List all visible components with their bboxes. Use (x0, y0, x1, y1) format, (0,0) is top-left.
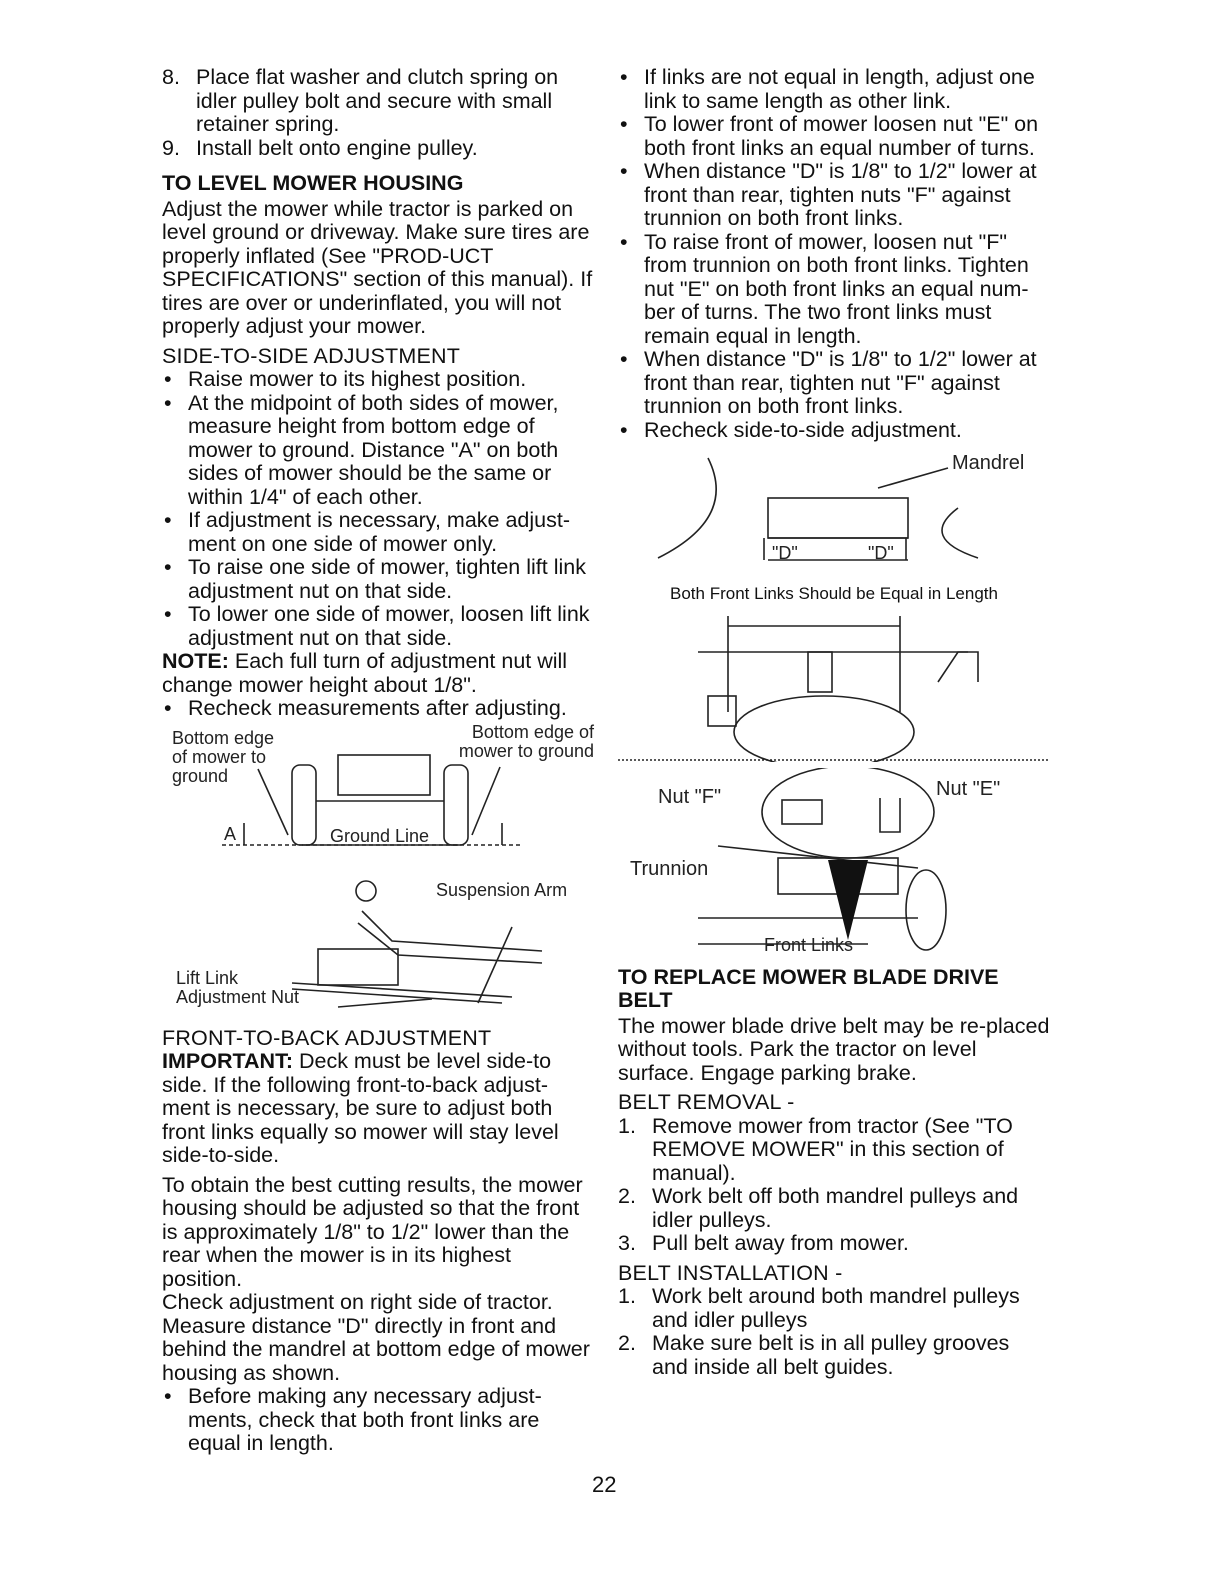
side-bullet: • To raise one side of mower, tighten lift link adjustment nut on that side. (164, 555, 586, 603)
label-d-front: "D" (772, 543, 798, 563)
right-bullet: • When distance "D" is 1/8" to 1/2" lower at front than rear, tighten nut "F" against trunnion on both front links. (620, 347, 1037, 418)
belt-installation-heading: BELT INSTALLATION - (618, 1260, 843, 1285)
front-links-drawing (618, 612, 1050, 762)
right-bullet: • If links are not equal in length, adjust one link to same length as other link. (620, 65, 1035, 113)
right-bullet: • Recheck side-to-side adjustment. (620, 417, 962, 442)
removal-step: 1. Remove mower from tractor (See "TO REMOVE MOWER" in this section of manual). (618, 1113, 1013, 1185)
label-bottom-edge-left: Bottom edge of mower to ground (172, 727, 275, 786)
important-paragraph: IMPORTANT: Deck must be level side-to side. If the following front-to-back adjust-ment is necessary, be sure to adjust both front links equally so mower will stay level side-to-side. (162, 1049, 559, 1167)
removal-step: 3. Pull belt away from mower. (618, 1231, 909, 1255)
label-mandrel: Mandrel (952, 452, 1025, 474)
label-d-rear: "D" (868, 543, 894, 563)
recheck-bullet: • Recheck measurements after adjusting. (164, 696, 567, 720)
install-step: 1. Work belt around both mandrel pulleys and idler pulleys (618, 1284, 1020, 1332)
right-bullet: • When distance "D" is 1/8" to 1/2" lower at front than rear, tighten nuts "F" against trunnion on both front links. (620, 159, 1037, 230)
level-intro: Adjust the mower while tractor is parked on level ground or driveway. Make sure tires are properly inflated (See "PROD-UCT SPECIFICATIONS" section of this manual). If tires are over or underinflated, you will not properly adjust your mower. (162, 196, 593, 338)
side-bullet: • At the midpoint of both sides of mower, measure height from bottom edge of mower to ground. Distance "A" on both sides of mower should be the same or within 1/4" of each other. (164, 390, 559, 509)
figure-side-to-side (162, 721, 594, 865)
label-nut-e: Nut "E" (936, 777, 1001, 800)
side-bullet: • Raise mower to its highest position. (164, 367, 527, 391)
label-a: A (224, 823, 237, 844)
label-trunnion: Trunnion (630, 857, 709, 880)
step-9: 9. Install belt onto engine pulley. (162, 135, 478, 160)
check-adjustment-paragraph: Check adjustment on right side of tractor. Measure distance "D" directly in front and behind the mandrel at bottom edge of mower housing as shown. (162, 1290, 590, 1385)
step-8: 8. Place flat washer and clutch spring on idler pulley bolt and secure with small retainer spring. (162, 65, 559, 136)
figure-caption-links: Both Front Links Should be Equal in Length (670, 584, 998, 603)
belt-intro: The mower blade drive belt may be re-placed without tools. Park the tractor on level surface. Engage parking brake. (618, 1013, 1050, 1085)
side-bullet: • If adjustment is necessary, make adjust-ment on one side of mower only. (164, 508, 570, 556)
label-bottom-edge-right: Bottom edge of mower to ground (458, 721, 594, 761)
before-bullet: • Before making any necessary adjust-ments, check that both front links are equal in length. (164, 1384, 542, 1455)
front-to-back-heading: FRONT-TO-BACK ADJUSTMENT (162, 1025, 492, 1050)
figure-nut-trunnion (618, 768, 1050, 960)
label-ground-line: Ground Line (330, 825, 430, 846)
figure-front-links (618, 612, 1050, 762)
right-bullet: • To raise front of mower, loosen nut "F" from trunnion on both front links. Tighten nut "E" on both front links an equal num-ber of turns. The two front links must remain equal in length. (620, 229, 1029, 348)
figure-mandrel (618, 448, 1050, 576)
left-column (162, 66, 594, 1456)
figure-suspension-arm (162, 871, 594, 1021)
install-step: 2. Make sure belt is in all pulley grooves and inside all belt guides. (618, 1331, 1010, 1379)
belt-removal-heading: BELT REMOVAL - (618, 1090, 795, 1114)
label-lift-link-nut: Lift Link Adjustment Nut (176, 967, 300, 1007)
heading-replace-belt: TO REPLACE MOWER BLADE DRIVE BELT (618, 964, 999, 1012)
right-column (618, 66, 1050, 1379)
side-to-side-heading: SIDE-TO-SIDE ADJUSTMENT (162, 343, 461, 368)
label-front-links: Front Links (764, 934, 854, 955)
label-nut-f: Nut "F" (658, 785, 722, 808)
best-results-paragraph: To obtain the best cutting results, the mower housing should be adjusted so that the front is approximately 1/8" to 1/2" lower than the rear when the mower is in its highest position. (162, 1172, 583, 1291)
page-number: 22 (592, 1472, 617, 1497)
label-suspension-arm: Suspension Arm (436, 879, 568, 900)
right-bullet: • To lower front of mower loosen nut "E" on both front links an equal number of turns. (620, 112, 1039, 160)
side-bullet: • To lower one side of mower, loosen lift link adjustment nut on that side. (164, 602, 590, 650)
heading-level-mower: TO LEVEL MOWER HOUSING (162, 171, 464, 195)
removal-step: 2. Work belt off both mandrel pulleys and idler pulleys. (618, 1184, 1019, 1232)
note: NOTE: Each full turn of adjustment nut will change mower height about 1/8". (162, 649, 568, 697)
